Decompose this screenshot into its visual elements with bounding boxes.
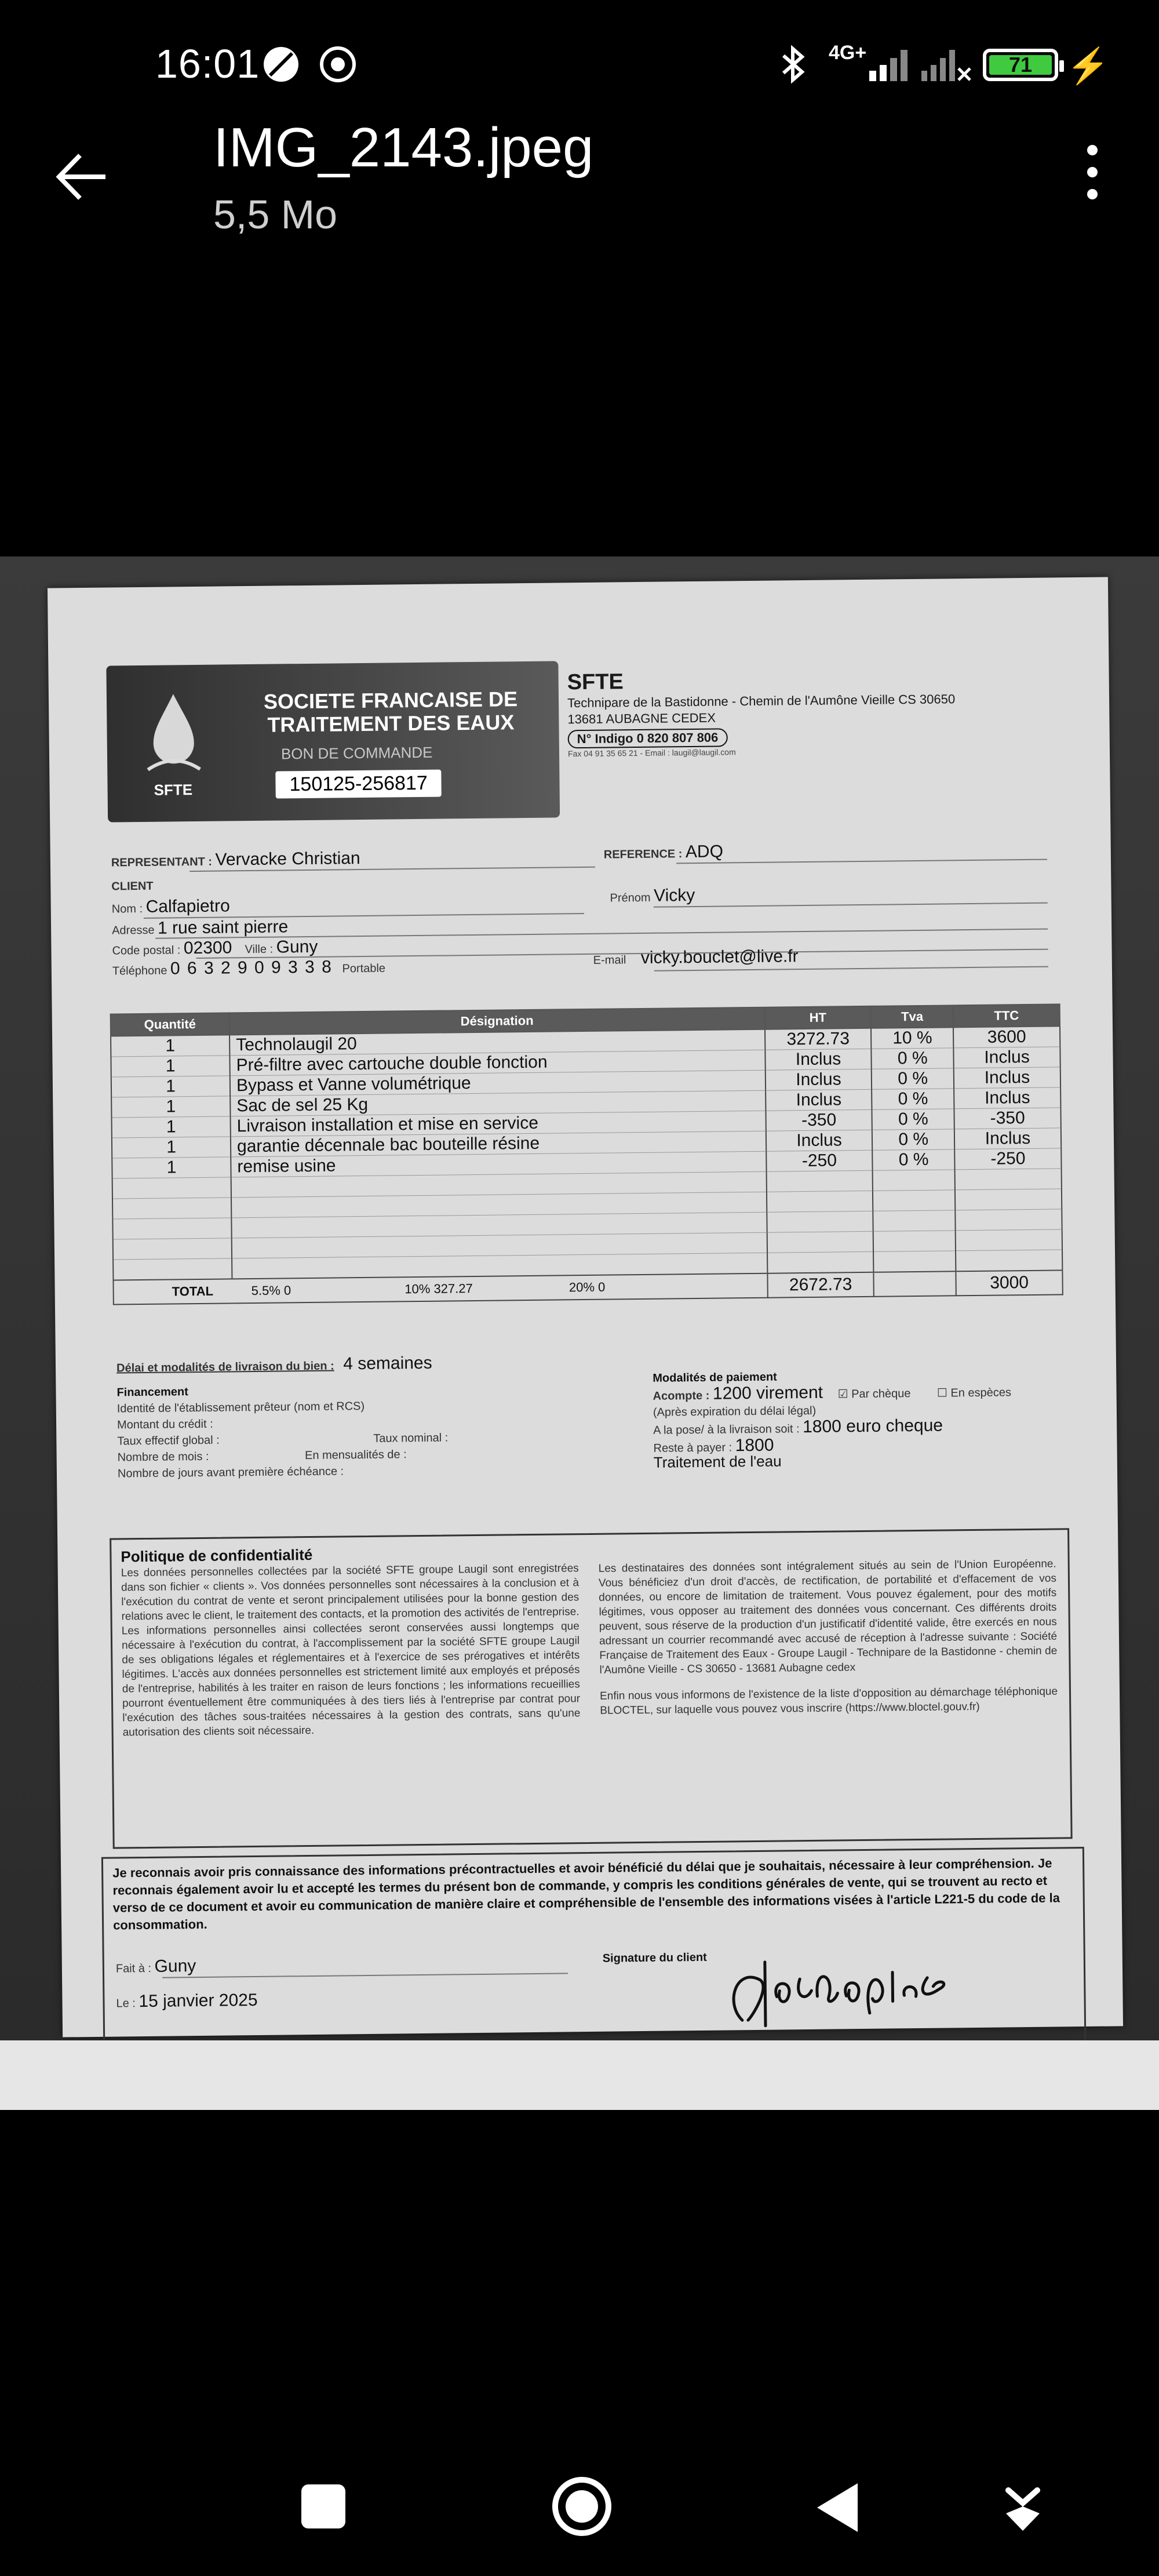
acompte-label: Acompte : bbox=[653, 1389, 710, 1403]
row-ht: Inclus bbox=[766, 1130, 872, 1151]
back-icon[interactable] bbox=[811, 2480, 863, 2535]
reste-label: Reste à payer : bbox=[653, 1441, 732, 1455]
par-cheque-label: Par chèque bbox=[851, 1387, 911, 1401]
total-ht: 2672.73 bbox=[767, 1272, 874, 1298]
row-ht: -250 bbox=[766, 1150, 873, 1171]
header-ht: HT bbox=[764, 1006, 871, 1029]
acompte-value: 1200 virement bbox=[712, 1382, 823, 1403]
telephone-value: 0 6 3 2 9 0 9 3 3 8 bbox=[170, 957, 333, 978]
do-not-disturb-icon bbox=[262, 45, 300, 83]
row-quantity: 1 bbox=[112, 1137, 231, 1158]
company-address-2: 13681 AUBAGNE CEDEX bbox=[567, 710, 716, 727]
row-ttc: -250 bbox=[954, 1148, 1061, 1170]
photo-viewer[interactable] bbox=[0, 556, 1159, 2110]
adresse-label: Adresse bbox=[112, 923, 155, 937]
prenom-field bbox=[610, 886, 695, 907]
more-vert-icon[interactable] bbox=[1078, 145, 1107, 214]
delivery-value: 4 semaines bbox=[343, 1353, 432, 1374]
network-type: 4G+ bbox=[829, 42, 867, 64]
battery-level: 71 bbox=[1008, 53, 1033, 77]
fait-a-value: Guny bbox=[154, 1956, 196, 1976]
reference-field bbox=[604, 842, 724, 863]
row-designation: garantie décennale bac bouteille résine bbox=[231, 1131, 766, 1157]
row-ttc: Inclus bbox=[954, 1067, 1060, 1089]
policy-title: Politique de confidentialité bbox=[121, 1545, 313, 1566]
row-designation: Livraison installation et mise en service bbox=[231, 1111, 766, 1137]
livraison-value: 1800 euro cheque bbox=[802, 1416, 943, 1437]
download-icon[interactable] bbox=[1003, 2479, 1043, 2537]
row-tva: 0 % bbox=[872, 1109, 954, 1130]
delivery-field bbox=[116, 1355, 432, 1377]
row-quantity: 1 bbox=[111, 1056, 229, 1077]
telephone-label: Téléphone bbox=[112, 964, 167, 978]
en-especes-checkbox: ☐ En espèces bbox=[936, 1386, 1012, 1400]
row-quantity: 1 bbox=[112, 1116, 231, 1138]
financement-title: Financement bbox=[116, 1385, 188, 1399]
row-ttc: Inclus bbox=[954, 1087, 1060, 1109]
company-name: SFTE bbox=[567, 670, 624, 695]
row-designation: remise usine bbox=[231, 1151, 766, 1177]
financement-line: Nombre de jours avant première échéance : bbox=[117, 1465, 344, 1480]
reste-value: 1800 bbox=[735, 1435, 774, 1456]
traitement-note: Traitement de l'eau bbox=[653, 1452, 782, 1471]
row-designation: Pré-filtre avec cartouche double fonction bbox=[229, 1050, 765, 1076]
financement-line: Identité de l'établissement prêteur (nom et RCS) bbox=[116, 1399, 365, 1416]
back-arrow-icon[interactable] bbox=[52, 145, 116, 209]
battery-icon bbox=[983, 49, 1058, 81]
photo-bottom-edge bbox=[0, 2040, 1159, 2110]
clock: 16:01 bbox=[155, 41, 260, 86]
company-info bbox=[567, 664, 1089, 759]
row-ht: -350 bbox=[766, 1109, 872, 1131]
row-quantity: 1 bbox=[111, 1035, 229, 1057]
par-cheque-checkbox: ☑ Par chèque bbox=[837, 1387, 911, 1401]
paiement-section bbox=[653, 1366, 1106, 1471]
fait-a-label: Fait à : bbox=[115, 1962, 152, 1975]
recent-apps-icon[interactable] bbox=[301, 2484, 345, 2528]
client-signature bbox=[719, 1942, 963, 2032]
company-fax-email: Fax 04 91 35 65 21 - Email : laugil@laugil.com bbox=[567, 747, 736, 759]
logo-brand: SFTE bbox=[154, 781, 193, 799]
policy-left-text: Les données personnelles collectées par la société SFTE groupe Laugil sont enregistrées dans son fichier « clients ». Vos données personnelles sont nécessaires à la conclusion et à l'exécution du contrat de vente et seront principalement utilisées pour la bonne gestion des relations avec le client, le traitement des contacts, et la promotion des activités de l'entreprise. Les informations personnelles ainsi collectées seront conservées aussi longtemps que nécessaire à l'exécution du contrat, à l'accomplissement par la société SFTE groupe Laugil de ses obligations légales et réglementaires et à l'exercice de ses prérogatives et intérêts légitimes. L'accès aux données personnelles est strictement limité aux employés et préposés de l'entreprise, habilités à les traiter en raison de leurs fonctions ; les informations recueillies pourront éventuellement être communiquées à des tiers liés à l'entreprise par contrat pour l'exécution des tâches sous-traitées nécessaires à la gestion des contrats, sans qu'une autorisation des clients soit nécessaire. bbox=[121, 1562, 581, 1739]
date-value: 15 janvier 2025 bbox=[139, 1990, 258, 2011]
le-label: Le : bbox=[116, 1997, 136, 2010]
code-postal-field bbox=[112, 937, 318, 959]
taux-nominal-label: Taux nominal : bbox=[373, 1431, 449, 1445]
row-ht: Inclus bbox=[766, 1089, 872, 1111]
row-ttc: Inclus bbox=[953, 1047, 1060, 1068]
policy-bloctel-text: Enfin nous vous informons de l'existence de la liste d'opposition au démarchage téléphonique BLOCTEL, sur laquelle vous pouvez vous inscrire (https://www.bloctel.gouv.fr) bbox=[599, 1685, 1058, 1717]
file-name: IMG_2143.jpeg bbox=[213, 117, 594, 179]
tva10-value: 327.27 bbox=[433, 1281, 473, 1296]
tva20-label: 20% bbox=[568, 1279, 595, 1295]
header-quantite: Quantité bbox=[111, 1013, 229, 1036]
policy-right-text: Les destinataires des données sont intégralement situés au sein de l'Union Européenne. Vous bénéficiez d'un droit d'accès, de rectification, de portabilité et d'effacement de vos données, ou encore de limitation de traitement. Vous pouvez également, pour des motifs légitimes, vous opposer au traitement des données vous concernant. Ces différents droits peuvent, sous réserve de la production d'un justificatif d'identité valide, être exercés en nous adressant un courrier recommandé avec accusé de réception à l'adresse suivante : Société Française de Traitement des Eaux - Groupe Laugil - Technipare de la Bastidonne - chemin de l'Aumône Vieille - CS 30650 - 13681 Aubagne cedex bbox=[598, 1558, 1058, 1676]
row-quantity: 1 bbox=[111, 1076, 230, 1097]
order-number: 150125-256817 bbox=[275, 770, 442, 799]
delivery-label: Délai et modalités de livraison du bien : bbox=[116, 1359, 334, 1375]
header-tva: Tva bbox=[871, 1005, 953, 1028]
prenom-label: Prénom bbox=[610, 891, 651, 905]
email-label: E-mail bbox=[593, 954, 626, 967]
signal-2-icon bbox=[921, 45, 974, 83]
row-ttc: Inclus bbox=[954, 1128, 1061, 1149]
chrome-icon bbox=[319, 45, 357, 83]
mensualites-label: En mensualités de : bbox=[304, 1448, 407, 1462]
row-designation: Technolaugil 20 bbox=[229, 1029, 765, 1056]
row-tva: 0 % bbox=[873, 1149, 955, 1170]
row-designation: Sac de sel 25 Kg bbox=[230, 1090, 766, 1116]
reference-value: ADQ bbox=[685, 842, 724, 862]
logo-title: SOCIETE FRANCAISE DE TRAITEMENT DES EAUX bbox=[263, 687, 518, 737]
consent-text: Je reconnais avoir pris connaissance des informations précontractuelles et avoir bénéficié du délai que je souhaitais, nécessaire à leur compréhension. Je reconnais également avoir lu et accepté les termes du présent bon de commande, y compris les conditions générales de vente, qui se trouvent au recto et verso de ce document et avoir eu communication de manière claire et compréhensible de l'ensemble des informations visées à l'article L221-5 du code de la consommation. bbox=[112, 1855, 1060, 1933]
representant-field bbox=[111, 849, 360, 871]
total-label: TOTAL bbox=[172, 1283, 213, 1299]
email-value: vicky.bouclet@live.fr bbox=[640, 947, 799, 967]
representant-value: Vervacke Christian bbox=[215, 849, 360, 869]
row-designation: Bypass et Vanne volumétrique bbox=[230, 1070, 766, 1096]
tva55-label: 5.5% bbox=[251, 1283, 280, 1298]
code-postal-label: Code postal : bbox=[112, 944, 181, 958]
file-size: 5,5 Mo bbox=[213, 192, 337, 237]
taux-effectif-label: Taux effectif global : bbox=[117, 1433, 220, 1448]
nom-field bbox=[112, 896, 230, 917]
phone-label: N° Indigo bbox=[577, 731, 633, 747]
privacy-policy-box bbox=[110, 1528, 1073, 1849]
row-ttc: -350 bbox=[954, 1108, 1061, 1129]
company-phone: 0 820 807 806 bbox=[636, 730, 719, 746]
charging-icon: ⚡ bbox=[1066, 46, 1110, 85]
adresse-value: 1 rue saint pierre bbox=[157, 917, 289, 938]
row-tva: 0 % bbox=[872, 1068, 954, 1089]
home-icon[interactable] bbox=[551, 2475, 613, 2538]
financement-line: Montant du crédit : bbox=[116, 1417, 213, 1432]
en-especes-label: En espèces bbox=[950, 1386, 1012, 1400]
navigation-bar bbox=[0, 2446, 1159, 2576]
row-ht: Inclus bbox=[765, 1049, 872, 1070]
order-form-document bbox=[48, 577, 1123, 2037]
adresse-field bbox=[112, 917, 288, 938]
header-designation: Désignation bbox=[229, 1007, 765, 1035]
company-address-1: Technipare de la Bastidonne - Chemin de l'Aumône Vieille CS 30650 bbox=[567, 692, 956, 711]
nom-label: Nom : bbox=[111, 902, 143, 916]
row-ht: 3272.73 bbox=[765, 1028, 872, 1050]
bluetooth-icon bbox=[775, 45, 810, 83]
row-tva: 0 % bbox=[872, 1048, 954, 1069]
total-ttc: 3000 bbox=[956, 1270, 1062, 1296]
code-postal-value: 02300 bbox=[183, 938, 232, 958]
row-tva: 10 % bbox=[871, 1027, 953, 1049]
row-tva: 0 % bbox=[872, 1129, 954, 1150]
tva20-value: 0 bbox=[597, 1279, 606, 1294]
row-quantity: 1 bbox=[112, 1157, 231, 1178]
row-quantity: 1 bbox=[111, 1096, 230, 1118]
nombre-mois-label: Nombre de mois : bbox=[117, 1450, 209, 1464]
apres-expiration: (Après expiration du délai légal) bbox=[653, 1404, 817, 1419]
signature-label: Signature du client bbox=[602, 1951, 707, 1965]
financement-section bbox=[116, 1379, 639, 1482]
telephone-field bbox=[112, 957, 385, 980]
ville-label: Ville : bbox=[245, 943, 274, 956]
client-heading: CLIENT bbox=[111, 879, 154, 893]
status-bar bbox=[0, 0, 1159, 128]
consent-box bbox=[101, 1847, 1087, 2058]
row-tva: 0 % bbox=[872, 1089, 954, 1109]
portable-label: Portable bbox=[342, 962, 386, 976]
prenom-value: Vicky bbox=[653, 885, 695, 905]
header-ttc: TTC bbox=[953, 1004, 1060, 1027]
date-field bbox=[116, 1991, 257, 2012]
paiement-title: Modalités de paiement bbox=[653, 1370, 777, 1385]
tva55-value: 0 bbox=[283, 1283, 291, 1298]
row-ttc: 3600 bbox=[953, 1026, 1060, 1047]
ville-value: Guny bbox=[276, 937, 318, 957]
email-field bbox=[593, 947, 799, 969]
livraison-label: A la pose/ à la livraison soit : bbox=[653, 1422, 800, 1437]
row-ht: Inclus bbox=[765, 1069, 872, 1090]
items-table bbox=[110, 1003, 1063, 1305]
fait-a-field bbox=[116, 1956, 196, 1977]
reference-label: REFERENCE : bbox=[603, 847, 683, 861]
tva10-label: 10% bbox=[404, 1281, 431, 1297]
company-logo-block bbox=[106, 661, 560, 822]
representant-label: REPRESENTANT : bbox=[111, 855, 213, 869]
order-form-label: BON DE COMMANDE bbox=[280, 743, 433, 763]
nom-value: Calfapietro bbox=[145, 896, 230, 916]
